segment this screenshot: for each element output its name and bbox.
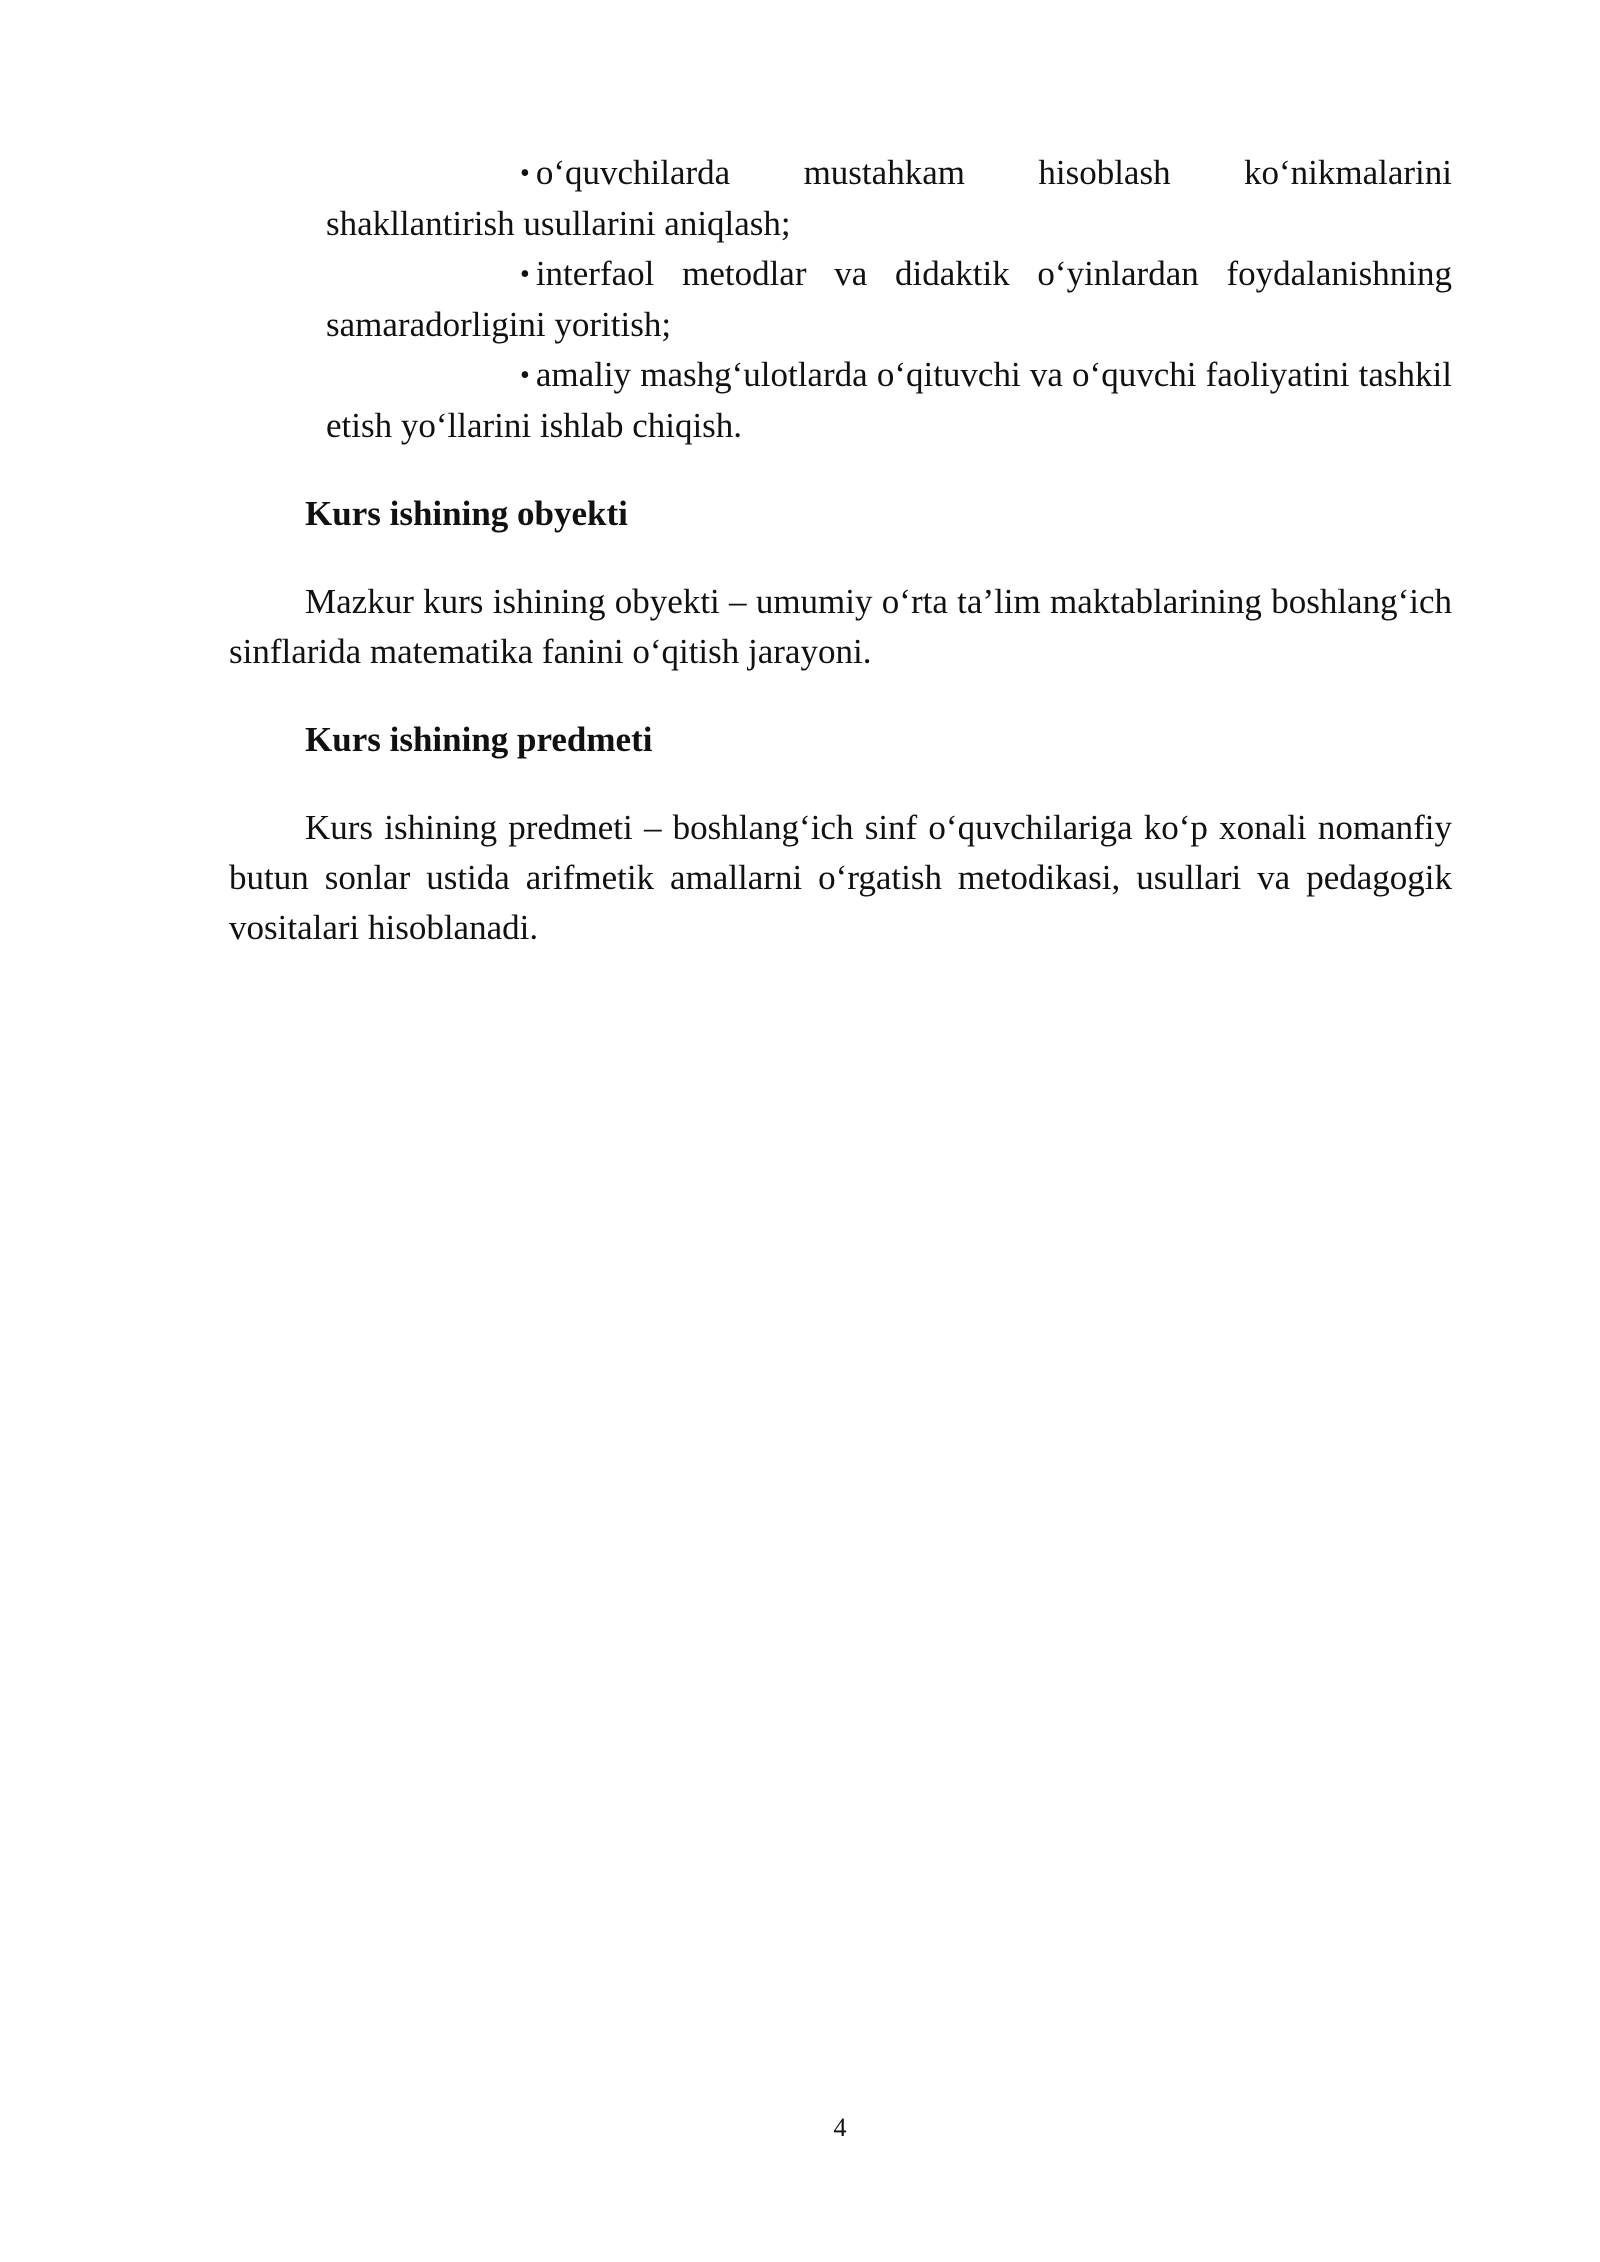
list-item-text: interfaol metodlar va didaktik o‘yinlardan foydalanishning samaradorligini yoritish;	[326, 254, 1452, 344]
bullet-icon: •	[520, 360, 530, 391]
section-text-subject: Kurs ishining predmeti – boshlang‘ich sinf o‘quvchilariga ko‘p xonali nomanfiy butun sonlar ustida arifmetik amallarni o‘rgatish metodikasi, usullari va pedagogik vositalari hisoblanadi.	[229, 808, 1452, 947]
section-heading-subject: Kurs ishining predmeti	[305, 720, 653, 759]
bullet-icon: •	[520, 259, 530, 290]
list-item-text: o‘quvchilarda mustahkam hisoblash ko‘nikmalarini shakllantirish usullarini aniqlash;	[326, 153, 1452, 243]
page-content	[229, 148, 1452, 953]
goals-list	[229, 148, 1452, 451]
list-item	[229, 350, 1452, 451]
list-item-text: amaliy mashg‘ulotlarda o‘qituvchi va o‘quvchi faoliyatini tashkil etish yo‘llarini ishlab chiqish.	[326, 355, 1452, 445]
page-number: 4	[833, 2113, 847, 2142]
list-item	[229, 148, 1452, 249]
section-heading-object: Kurs ishining obyekti	[305, 494, 628, 533]
bullet-icon: •	[520, 158, 530, 189]
list-item	[229, 249, 1452, 350]
section-text-object: Mazkur kurs ishining obyekti – umumiy o‘rta ta’lim maktablarining boshlang‘ich sinflarida matematika fanini o‘qitish jarayoni.	[229, 582, 1452, 671]
